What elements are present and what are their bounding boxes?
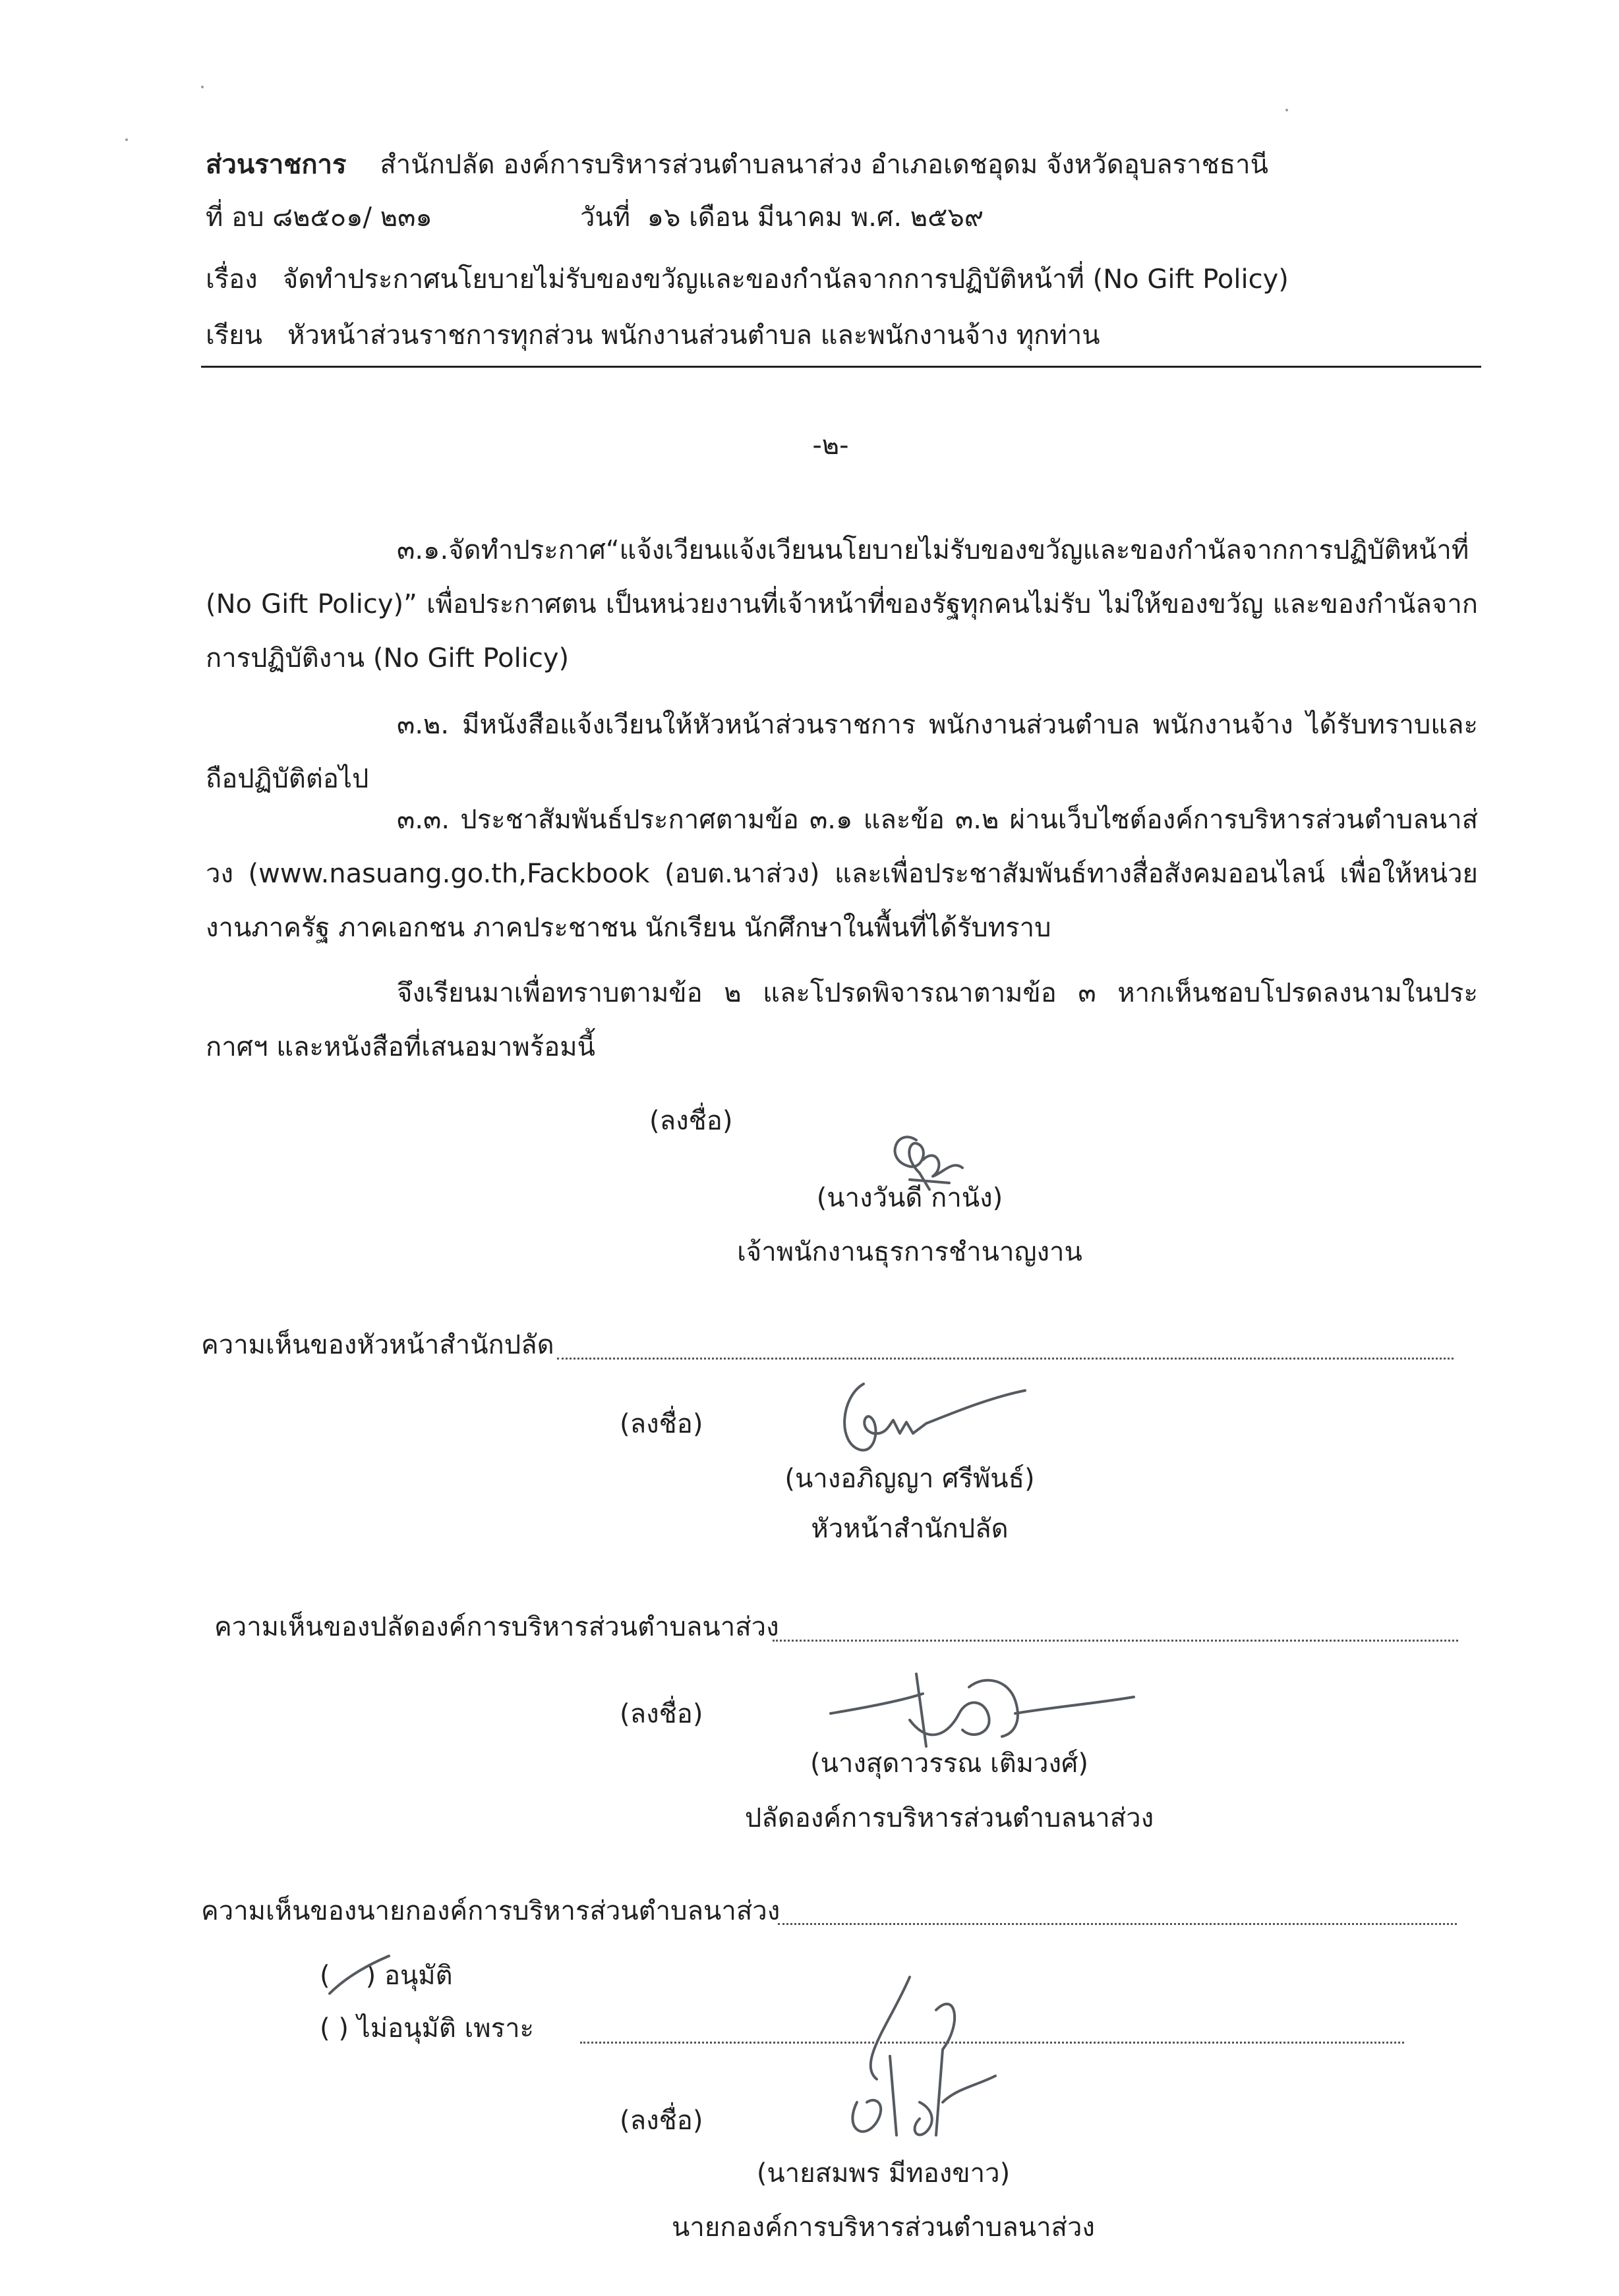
item-3-2: ๓.๒. มีหนังสือแจ้งเวียนให้หัวหน้าส่วนราชการ พนักงานส่วนตำบล พนักงานจ้าง ได้รับทราบและถือปฏิบัติต่อไป xyxy=(206,710,1478,794)
signer-3-name: (นางสุดาวรรณ เติมวงศ์) xyxy=(810,1748,1089,1779)
ref-value: อบ ๘๒๕๐๑/ ๒๓๑ xyxy=(231,202,432,233)
reject-paren: ( ) xyxy=(320,2013,349,2044)
date-label: วันที่ xyxy=(580,202,631,233)
ref-label: ที่ xyxy=(206,202,223,233)
agency-label: ส่วนราชการ xyxy=(206,150,347,180)
sign-label-1: (ลงชื่อ) xyxy=(649,1106,733,1136)
scan-speck xyxy=(201,86,204,88)
subject-value: จัดทำประกาศนโยบายไม่รับของขวัญและของกำนัลจากการปฏิบัติหน้าที่ (No Gift Policy) xyxy=(282,264,1289,295)
opinion-1-label: ความเห็นของหัวหน้าสำนักปลัด xyxy=(201,1330,554,1360)
reference-number xyxy=(206,199,432,236)
signer-2-name: (นางอภิญญา ศรีพันธ์) xyxy=(784,1464,1035,1494)
scan-speck xyxy=(1285,109,1288,111)
signer-3-position: ปลัดองค์การบริหารส่วนตำบลนาส่วง xyxy=(744,1803,1154,1833)
header-rule xyxy=(201,366,1481,368)
reject-label: ไม่อนุมัติ เพราะ xyxy=(357,2013,535,2044)
sign-label-2: (ลงชื่อ) xyxy=(620,1409,703,1439)
subject-label: เรื่อง xyxy=(206,264,258,295)
approve-check-mark xyxy=(323,1951,396,2003)
signer-4-position: นายกองค์การบริหารส่วนตำบลนาส่วง xyxy=(672,2212,1095,2243)
signer-1-position: เจ้าพนักงานธุรการชำนาญงาน xyxy=(737,1237,1082,1267)
to-value: หัวหน้าส่วนราชการทุกส่วน พนักงานส่วนตำบล และพนักงานจ้าง ทุกท่าน xyxy=(287,320,1100,351)
opinion-2-line xyxy=(773,1640,1458,1642)
reject-option[interactable] xyxy=(320,2010,534,2047)
signature-4 xyxy=(778,1970,1042,2168)
approve-paren-close: ) xyxy=(365,1961,376,1991)
agency-value: สำนักปลัด องค์การบริหารส่วนตำบลนาส่วง อำเภอเดชอุดม จังหวัดอุบลราชธานี xyxy=(380,150,1268,180)
signer-1-name: (นางวันดี กานัง) xyxy=(816,1183,1003,1213)
agency-line xyxy=(206,146,1268,183)
approve-paren-open: ( xyxy=(320,1961,330,1991)
opinion-3-line xyxy=(778,1923,1457,1925)
addressee-line xyxy=(206,317,1100,354)
opinion-2-label: ความเห็นของปลัดองค์การบริหารส่วนตำบลนาส่วง xyxy=(214,1612,779,1642)
opinion-1-line xyxy=(557,1358,1454,1360)
sign-label-3: (ลงชื่อ) xyxy=(620,1699,703,1729)
document-date xyxy=(580,199,984,236)
date-value: ๑๖ เดือน มีนาคม พ.ศ. ๒๕๖๙ xyxy=(647,202,984,233)
signer-2-position: หัวหน้าสำนักปลัด xyxy=(811,1514,1009,1544)
item-3-1: ๓.๑.จัดทำประกาศ“แจ้งเวียนแจ้งเวียนนโยบายไม่รับของขวัญและของกำนัลจากการปฏิบัติหน้าที่ (No Gift Policy)” เพื่อประกาศตน เป็นหน่วยงานที่เจ้าหน้าที่ของรัฐทุกคนไม่รับ ไม่ให้ของขวัญ และของกำนัลจากการปฏิบัติงาน (No Gift Policy) xyxy=(206,535,1478,674)
subject-line xyxy=(206,261,1289,298)
closing-paragraph: จึงเรียนมาเพื่อทราบตามข้อ ๒ และโปรดพิจารณาตามข้อ ๓ หากเห็นชอบโปรดลงนามในประกาศฯ และหนังสือที่เสนอมาพร้อมนี้ xyxy=(206,978,1478,1062)
approve-label: อนุมัติ xyxy=(384,1961,453,1991)
scan-speck xyxy=(125,138,128,141)
to-label: เรียน xyxy=(206,320,262,351)
sign-label-4: (ลงชื่อ) xyxy=(620,2106,703,2136)
item-3-3: ๓.๓. ประชาสัมพันธ์ประกาศตามข้อ ๓.๑ และข้อ ๓.๒ ผ่านเว็บไซต์องค์การบริหารส่วนตำบลนาส่วง (www.nasuang.go.th,Fackbook (อบต.นาส่วง) และเพื่อประชาสัมพันธ์ทางสื่อสังคมออนไลน์ เพื่อให้หน่วยงานภาครัฐ ภาคเอกชน ภาคประชาชน นักเรียน นักศึกษาในพื้นที่ได้รับทราบ xyxy=(206,805,1478,943)
opinion-3-label: ความเห็นของนายกองค์การบริหารส่วนตำบลนาส่วง xyxy=(201,1896,780,1926)
page-number: -๒- xyxy=(812,430,849,461)
signer-4-name: (นายสมพร มีทองขาว) xyxy=(756,2158,1011,2189)
